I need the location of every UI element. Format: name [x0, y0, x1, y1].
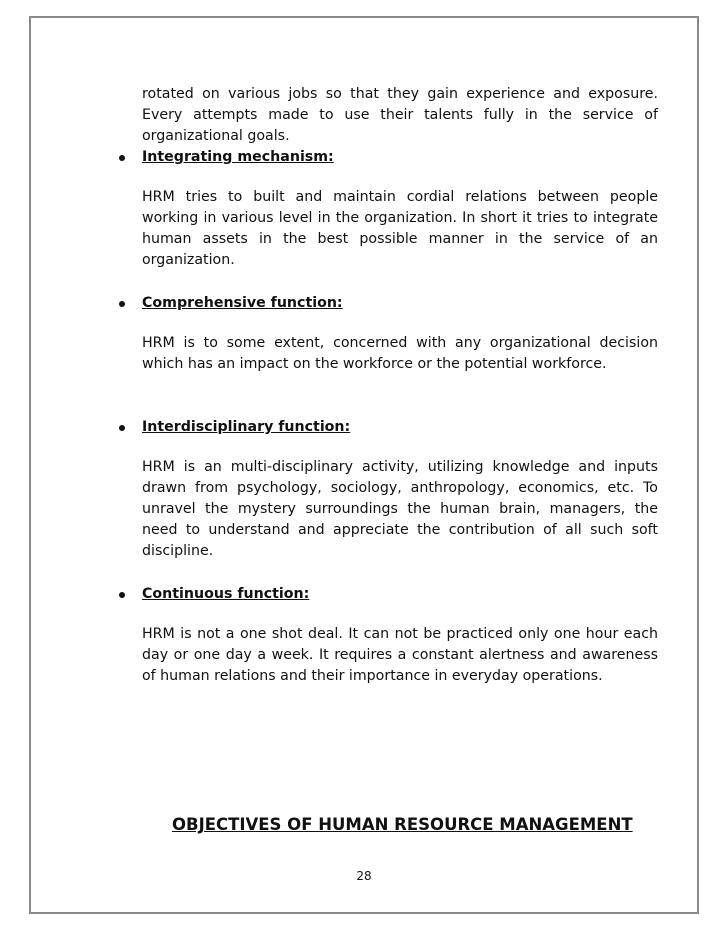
section-comprehensive-function	[142, 293, 658, 375]
section-interdisciplinary-function	[142, 417, 658, 562]
section-body: HRM is not a one shot deal. It can not be practiced only one hour each day or one day a week. It requires a constant alertness and awareness of human relations and their importance in everyday operations.	[142, 626, 658, 684]
section-body: HRM is to some extent, concerned with any organizational decision which has an impact on the workforce or the potential workforce.	[142, 335, 658, 372]
section-body: HRM tries to built and maintain cordial relations between people working in various level in the organization. In short it tries to integrate human assets in the best possible manner in the service of an organization.	[142, 189, 658, 268]
bullet-icon	[119, 301, 125, 307]
section-continuous-function	[142, 584, 658, 687]
bullet-icon	[119, 425, 125, 431]
bullet-icon	[119, 592, 125, 598]
document-body	[142, 84, 658, 687]
section-heading: Integrating mechanism:	[142, 149, 334, 165]
objectives-heading: OBJECTIVES OF HUMAN RESOURCE MANAGEMENT	[172, 815, 633, 834]
section-heading: Continuous function:	[142, 586, 310, 602]
section-heading: Interdisciplinary function:	[142, 419, 351, 435]
bullet-icon	[119, 155, 125, 161]
section-integrating-mechanism	[142, 147, 658, 271]
section-body: HRM is an multi-disciplinary activity, utilizing knowledge and inputs drawn from psychology, sociology, anthropology, economics, etc. To unravel the mystery surroundings the human brain, managers, the need to understand and appreciate the contribution of all such soft discipline.	[142, 459, 658, 559]
page-number: 28	[356, 869, 372, 883]
intro-paragraph: rotated on various jobs so that they gain experience and exposure. Every attempts made to use their talents fully in the service of organizational goals.	[142, 86, 658, 144]
section-heading: Comprehensive function:	[142, 295, 343, 311]
